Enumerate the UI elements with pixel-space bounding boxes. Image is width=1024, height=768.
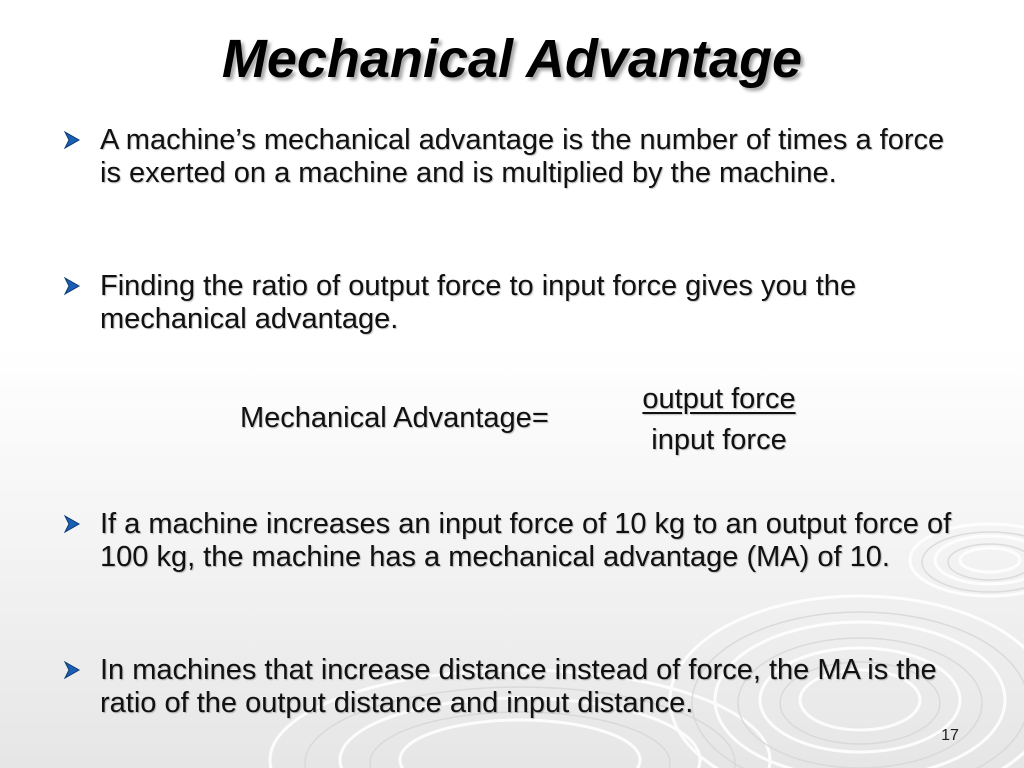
arrowhead-bullet-icon bbox=[62, 130, 82, 150]
slide-title: Mechanical Advantage bbox=[221, 29, 803, 89]
formula-denominator: input force bbox=[651, 424, 787, 456]
formula-numerator: output force bbox=[642, 383, 796, 415]
arrowhead-bullet-icon bbox=[62, 660, 82, 680]
bullet-text: If a machine increases an input force of 10 kg to an output force of 100 kg, the machine has a mechanical advantage (MA) of 10. bbox=[100, 508, 952, 573]
bullet-text: Finding the ratio of output force to input force gives you the mechanical advantage. bbox=[100, 270, 857, 335]
arrowhead-bullet-icon bbox=[62, 276, 82, 296]
slide-number: 17 bbox=[941, 727, 959, 744]
formula-label: Mechanical Advantage= bbox=[240, 402, 549, 434]
bullet-text: In machines that increase distance instead of force, the MA is the ratio of the output distance and input distance. bbox=[100, 654, 937, 719]
arrowhead-bullet-icon bbox=[62, 514, 82, 534]
bullet-text: A machine’s mechanical advantage is the number of times a force is exerted on a machine and is multiplied by the machine. bbox=[100, 124, 945, 189]
